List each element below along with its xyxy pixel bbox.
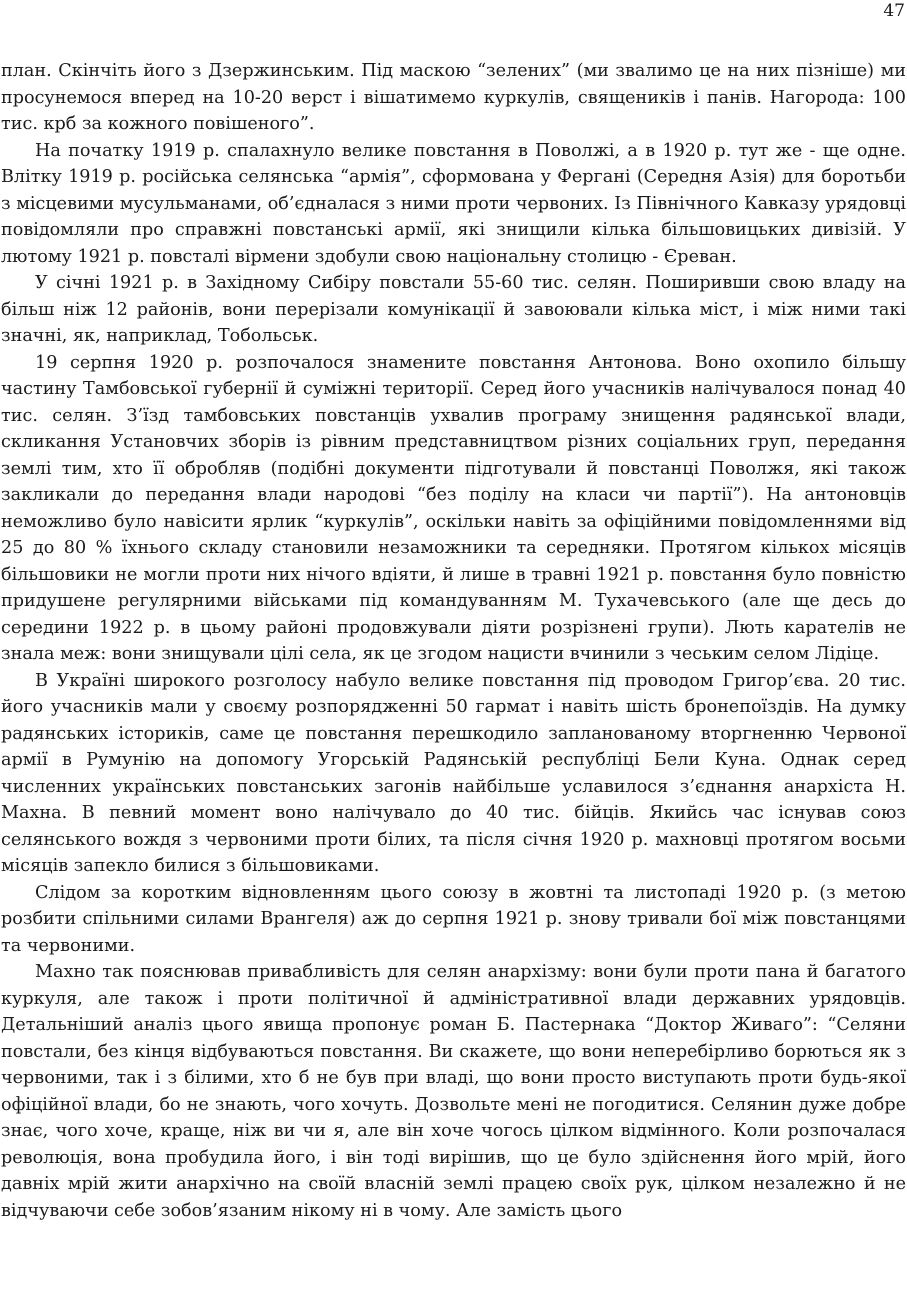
paragraph-1: план. Скінчіть його з Дзержинським. Під маскою “зелених” (ми звалимо це на них пізніше) ми просунемося вперед на 10-20 верст і вішатимемо куркулів, священиків і панів. Нагорода: 100 тис. крб за кожного повішеного”.	[1, 61, 906, 134]
paragraph-5: В Україні широкого розголосу набуло велике повстання під проводом Григор’єва. 20 тис. його учасників мали у своєму розпорядженні 50 гармат і навіть шість бронепоїздів. На думку радянських істориків, саме це повстання перешкодило запланованому вторгненню Червоної армії в Румунію на допомогу Угорській Радянській республіці Бели Куна. Однак серед численних українських повстанських загонів найбільше уславилося з’єднання анархіста Н. Махна. В певний момент воно налічувало до 40 тис. бійців. Якийсь час існував союз селянського вождя з червоними проти білих, та після січня 1920 р. махновці протягом восьми місяців запекло билися з більшовиками.	[1, 670, 906, 876]
paragraph-2: На початку 1919 р. спалахнуло велике повстання в Поволжі, а в 1920 р. тут же - ще одне. Влітку 1919 р. російська селянська “армія”, сформована у Фергані (Середня Азія) для боротьби з місцевими мусульманами, об’єдналася з ними проти червоних. Із Північного Кавказу урядовці повідомляли про справжні повстанські армії, які знищили кілька більшовицьких дивізій. У лютому 1921 р. повсталі вірмени здобули свою національну столицю - Єреван.	[1, 140, 906, 267]
paragraph-7: Махно так пояснював привабливість для селян анархізму: вони були проти пана й багатого куркуля, але також і проти політичної й адміністративної влади державних урядовців. Детальніший аналіз цього явища пропонує роман Б. Пастернака “Доктор Живаго”: “Селяни повстали, без кінця відбуваються повстання. Ви скажете, що вони неперебірливо борються як з червоними, так і з білими, хто б не був при владі, що вони просто виступають проти будь-якої офіційної влади, бо не знають, чого хочуть. Дозвольте мені не погодитися. Селянин дуже добре знає, чого хоче, краще, ніж ви чи я, але він хоче чогось цілком відмінного. Коли розпочалася революція, вона пробудила його, і він тоді вирішив, що це було здійснення його мрій, його давніх мрій жити анархічно на своїй власній землі працею своїх рук, цілком незалежно й не відчуваючи себе зобов’язаним нікому ні в чому. Але замість цього	[1, 962, 906, 1221]
body-text	[1, 58, 906, 1224]
paragraph-6: Слідом за коротким відновленням цього союзу в жовтні та листопаді 1920 р. (з метою розбити спільними силами Врангеля) аж до серпня 1921 р. знову тривали бої між повстанцями та червоними.	[1, 882, 906, 956]
page-number: 47	[883, 1, 905, 21]
paragraph-4: 19 серпня 1920 р. розпочалося знамените повстання Антонова. Воно охопило більшу частину Тамбовської губернії й суміжні території. Серед його учасників налічувалося понад 40 тис. селян. З’їзд тамбовських повстанців ухвалив програму знищення радянської влади, скликання Установчих зборів із рівним представництвом різних соціальних груп, передання землі тим, хто її обробляв (подібні документи підготували й повстанці Поволжя, які також закликали до передання влади народові “без поділу на класи чи партії”). На антоновців неможливо було навісити ярлик “куркулів”, оскільки навіть за офіційними повідомленнями від 25 до 80 % їхнього складу становили незаможники та середняки. Протягом кількох місяців більшовики не могли проти них нічого вдіяти, й лише в травні 1921 р. повстання було повністю придушене регулярними військами під командуванням М. Тухачевського (але ще десь до середини 1922 р. в цьому районі продовжували діяти розрізнені групи). Лють карателів не знала меж: вони знищували цілі села, як це згодом нацисти вчинили з чеським селом Лідіце.	[1, 352, 906, 664]
paragraph-3: У січні 1921 р. в Західному Сибіру повстали 55-60 тис. селян. Поширивши свою владу на більш ніж 12 районів, вони перерізали комунікації й завоювали кілька міст, і між ними такі значні, як, наприклад, Тобольськ.	[1, 273, 906, 346]
